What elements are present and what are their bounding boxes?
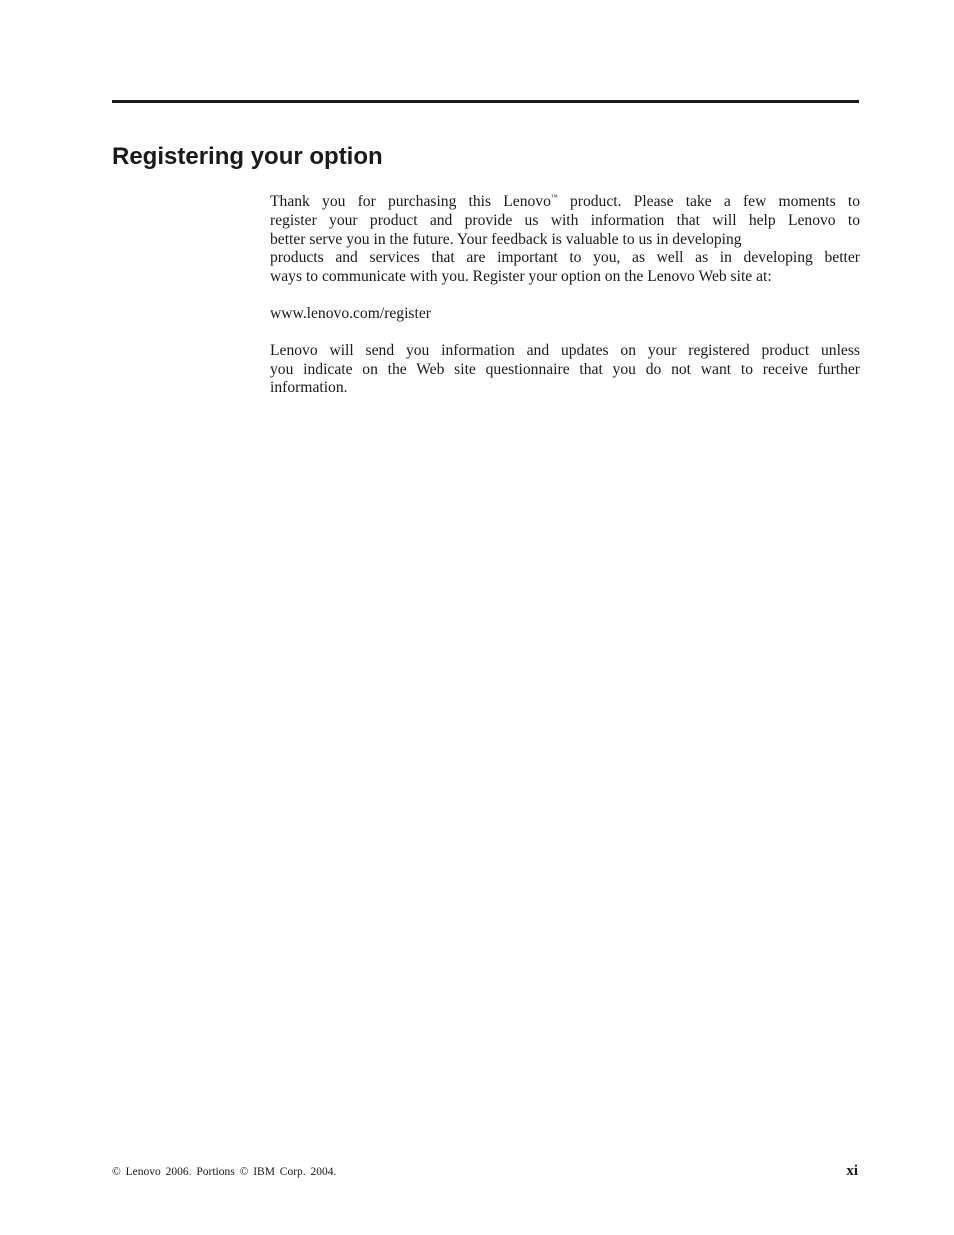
- text-line: information.: [270, 379, 348, 397]
- text-line: ways to communicate with you. Register your option on the Lenovo Web site at:: [270, 268, 772, 286]
- text-line: register your product and provide us with information that will help Lenovo to: [270, 211, 860, 229]
- copyright-notice: © Lenovo 2006. Portions © IBM Corp. 2004.: [112, 1166, 337, 1178]
- text-line: you indicate on the Web site questionnaire that you do not want to receive further: [270, 360, 860, 378]
- intro-paragraph: [270, 193, 860, 287]
- registration-url-paragraph: [270, 305, 860, 324]
- text-line: Lenovo will send you information and updates on your registered product unless: [270, 341, 860, 359]
- page-number: xi: [846, 1163, 858, 1179]
- text-line: [270, 193, 860, 212]
- text-fragment: Thank you for purchasing this Lenovo: [270, 193, 551, 210]
- trademark-symbol: ™: [550, 193, 558, 201]
- heading-rule: [112, 100, 859, 103]
- updates-paragraph: [270, 342, 860, 398]
- page-title: Registering your option: [112, 143, 383, 170]
- text-line: products and services that are important to you, as well as in developing better: [270, 249, 860, 267]
- text-line: better serve you in the future. Your feedback is valuable to us in developing: [270, 230, 742, 248]
- registration-url: www.lenovo.com/register: [270, 304, 431, 322]
- body-text: [270, 193, 860, 416]
- text-fragment: product. Please take a few moments to: [557, 193, 860, 210]
